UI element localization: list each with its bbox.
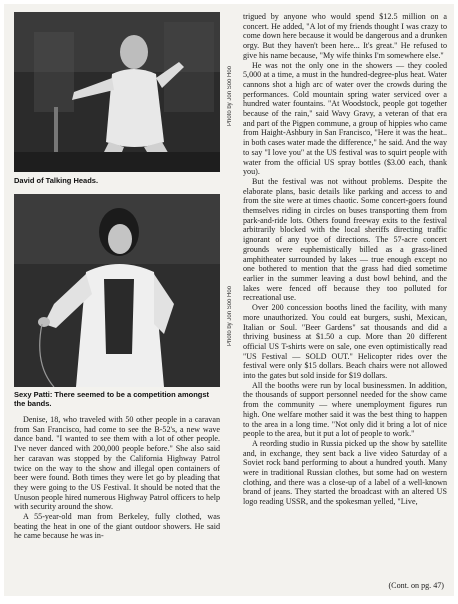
right-article-text: [243, 12, 447, 507]
paragraph: A reording studio in Russia picked up the show by satellite and, in exchange, they sent back a live video Saturday of a Soviet rock band performing to about a hundred youth. Many were in traditional Russian clothes, but some had on western clothing, and there was a close-up of a label of a well-known brand of jeans. They started the broadcast with an altered US logo reading USSR, and the spokesman yelled, "Live,: [243, 438, 447, 507]
photo-credit-bottom: Photo by Jon Soo Hoo: [227, 285, 233, 346]
paragraph: But the festival was not without problems. Despite the elaborate plans, basic details like parking and access to and from the site were at times chaotic. Some concert-goers found themselves riding in circles on buses transporting them from park-and-ride lots. Others found freeway exits to the festival arbitrarily blocked with the local sheriffs directing traffic ignorant of any tyoe of directions. The 57-acre concert grounds were euphemistically billed as a grass-lined amphitheater surrounded by lakes — true enough except no one bothered to mention that the grass had died sometime earlier in the summer leaving a dust bowl behind, and the lakes were fenced off because they too polluted for recreational use.: [243, 176, 447, 303]
paragraph: He was not the only one in the showers — they cooled 5,000 at a time, a must in the hundred-degree-plus heat. Water cannons shot a high arc of water over the crowds during the performances. Cold mountain spring water serviced over a hundred water fountains. "At Woodstock, people got together because of the rain," said Wavy Gravy, a veteran of that era and part of the Pigpen commune, a group of hippies who came from Haight-Ashbury in San Francisco, "Here it was the heat.. in both cases water made the difference," he said. And the way to say "I love you" at the US festival was to squirt people with water from the official US spray bottles ($3.00 each, thank you).: [243, 60, 447, 177]
continuation-note: (Cont. on pg. 47): [388, 581, 444, 590]
paragraph: Denise, 18, who traveled with 50 other people in a caravan from San Francisco, had come to see the B-52's, a new wave dance band. "I wanted to see them with a lot of other people. I've never danced with 200,000 people before." She also said her caravan was stopped by the California Highway Patrol twice on the way to the show and illegal open containers of beer were found. Both times they were let go by pleading that they were going to the US Festival. It should be noted that the Unuson people hired numerous Highway Patrol officers to help with security around the show.: [14, 415, 220, 512]
paragraph: A 55-year-old man from Berkeley, fully clothed, was beating the heat in one of the giant outdoor showers. He said he came because he was in-: [14, 512, 220, 541]
paragraph: Over 200 concession booths lined the facility, with many more unauthorized. You could eat burgers, sushi, Mexican, Italian or Soul. "Beer Gardens" sat thousands and did a thriving business at $1.50 a cup. More than 20 different official US T-shirts were on sale, one even optimistically read "US Festival — SOLD OUT." Helicopter rides over the festival were only $15 dollars. Beach chairs were not allowed into the gates but sold inside for $19 dollars.: [243, 303, 447, 381]
magazine-page: [4, 4, 454, 596]
photo-david-talking-heads: [14, 12, 220, 172]
photo-caption-bottom: Sexy Patti: There seemed to be a competition amongst the bands.: [14, 390, 210, 408]
photo-patti: [14, 194, 220, 387]
paragraph: All the booths were run by local businessmen. In addition, the thousands of support personnel needed for the show came from the community — where unemployment figures run high. One welfare mother said it was the best thing to happen to the area in a long time. "Not only did it bring a lot of nice people to the area, but it put a lot of people to work.": [243, 380, 447, 439]
paragraph: trigued by anyone who would spend $12.5 million on a concert. He added, "A lot of my friends thought I was crazy to come down here because it would be dangerous and a drunken orgy. But they haven't been here... It's great." He refused to give his name because, "My wife thinks I'm somewhere else.": [243, 12, 447, 60]
photo-caption-top: David of Talking Heads.: [14, 176, 99, 185]
left-column: [14, 12, 220, 541]
photo-credit-top: Photo by Jon Soo Hoo: [227, 65, 233, 126]
left-article-text: [14, 415, 220, 541]
